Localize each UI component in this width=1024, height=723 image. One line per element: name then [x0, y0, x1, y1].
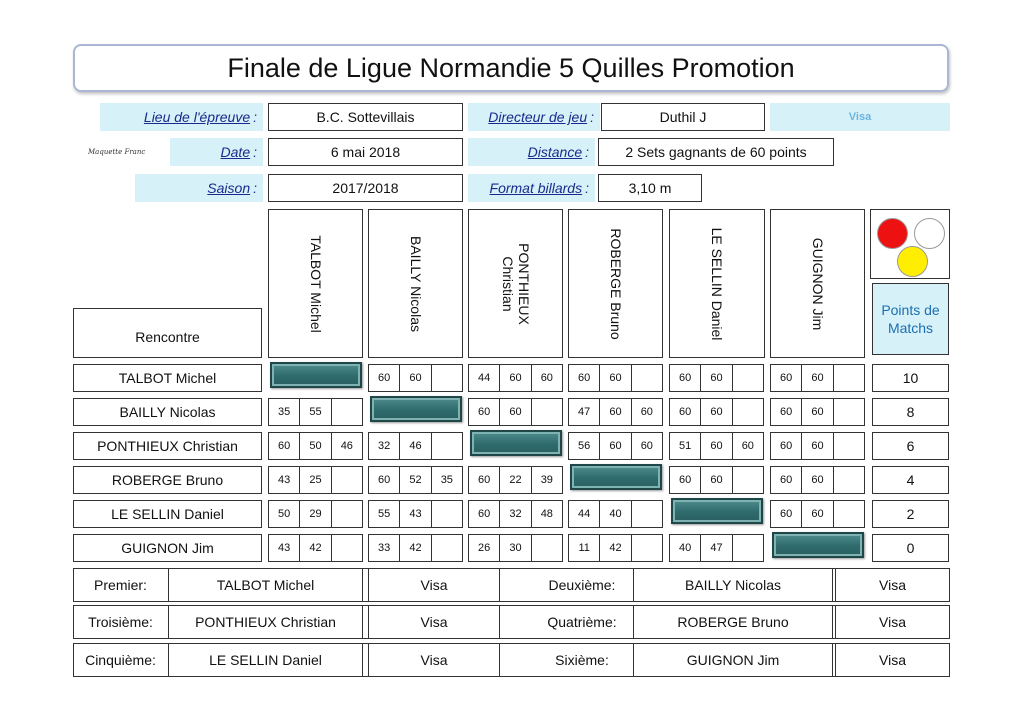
- set-score: [632, 535, 662, 561]
- column-header: TALBOT Michel: [268, 209, 363, 358]
- set-score: [532, 535, 562, 561]
- set-score: 55: [300, 399, 331, 425]
- white-ball-icon: [914, 218, 945, 249]
- score-cell: [468, 534, 563, 562]
- score-cell: [568, 500, 663, 528]
- set-score: 42: [600, 535, 631, 561]
- set-score: 60: [369, 365, 400, 391]
- format-label: Format billards :: [468, 174, 595, 202]
- set-score: 40: [600, 501, 631, 527]
- rank-visa: Visa: [835, 605, 950, 639]
- set-score: 60: [701, 365, 732, 391]
- set-score: 60: [540, 372, 553, 384]
- set-score: 50: [300, 433, 331, 459]
- column-header: ROBERGE Bruno: [568, 209, 663, 358]
- points-header: Points de Matchs: [872, 283, 949, 355]
- set-score: [532, 399, 562, 425]
- set-score: 44: [569, 501, 600, 527]
- set-score: 52: [400, 467, 431, 493]
- set-score: 40: [670, 535, 701, 561]
- score-cell: [468, 500, 563, 528]
- set-score: [332, 535, 362, 561]
- set-score: [834, 433, 864, 459]
- set-score: 60: [600, 365, 631, 391]
- score-cell: [669, 466, 764, 494]
- rank-label: Sixième:: [555, 652, 609, 668]
- score-cell: [770, 398, 865, 426]
- set-score: 25: [300, 467, 331, 493]
- score-cell: [268, 534, 363, 562]
- score-cell: [568, 432, 663, 460]
- set-score: 46: [400, 433, 431, 459]
- set-score: 29: [300, 501, 331, 527]
- set-score: 60: [500, 365, 531, 391]
- set-score: 33: [369, 535, 400, 561]
- diagonal-block: [370, 396, 462, 422]
- score-cell: [268, 466, 363, 494]
- date-value: 6 mai 2018: [268, 138, 463, 166]
- rank-visa: Visa: [368, 568, 500, 602]
- set-score: 60: [269, 433, 300, 459]
- set-score: 60: [802, 433, 833, 459]
- set-score: 60: [600, 433, 631, 459]
- rank-name: LE SELLIN Daniel: [168, 643, 363, 677]
- distance-label: Distance :: [468, 138, 595, 166]
- score-cell: [368, 466, 463, 494]
- score-cell: [669, 432, 764, 460]
- directeur-value: Duthil J: [601, 103, 765, 131]
- set-score: 60: [400, 365, 431, 391]
- score-cell: [568, 534, 663, 562]
- set-score: 51: [670, 433, 701, 459]
- saison-value: 2017/2018: [268, 174, 463, 202]
- set-score: 39: [540, 474, 553, 486]
- rank-name: TALBOT Michel: [168, 568, 363, 602]
- set-score: 60: [701, 433, 732, 459]
- set-score: [733, 467, 763, 493]
- rencontre-header: Rencontre: [73, 308, 262, 358]
- diagonal-block: [270, 362, 362, 388]
- set-score: 60: [469, 501, 500, 527]
- row-player-name: PONTHIEUX Christian: [73, 432, 262, 460]
- set-score: [733, 535, 763, 561]
- set-score: 32: [500, 501, 531, 527]
- set-score: [332, 501, 362, 527]
- diagonal-block: [772, 532, 864, 558]
- set-score: 60: [802, 365, 833, 391]
- diagonal-block: [470, 430, 562, 456]
- set-score: 43: [400, 501, 431, 527]
- rank-name: BAILLY Nicolas: [633, 568, 833, 602]
- score-cell: [770, 432, 865, 460]
- match-points: 4: [872, 466, 949, 494]
- rank-visa: Visa: [368, 643, 500, 677]
- set-score: 11: [569, 535, 600, 561]
- row-player-name: BAILLY Nicolas: [73, 398, 262, 426]
- score-cell: [669, 364, 764, 392]
- score-cell: [268, 432, 363, 460]
- set-score: [432, 535, 462, 561]
- set-score: 60: [369, 467, 400, 493]
- set-score: 60: [771, 433, 802, 459]
- set-score: 60: [701, 467, 732, 493]
- score-cell: [268, 398, 363, 426]
- set-score: 60: [640, 440, 653, 452]
- match-points: 2: [872, 500, 949, 528]
- score-cell: [669, 534, 764, 562]
- row-player-name: TALBOT Michel: [73, 364, 262, 392]
- lieu-value: B.C. Sottevillais: [268, 103, 463, 131]
- set-score: 22: [500, 467, 531, 493]
- set-score: 26: [469, 535, 500, 561]
- set-score: [432, 501, 462, 527]
- saison-label: Saison :: [135, 174, 263, 202]
- directeur-visa: Visa: [770, 103, 950, 131]
- rank-label: Deuxième:: [548, 577, 616, 593]
- rank-name: ROBERGE Bruno: [633, 605, 833, 639]
- score-cell: [568, 398, 663, 426]
- set-score: [733, 399, 763, 425]
- set-score: 32: [369, 433, 400, 459]
- match-points: 10: [872, 364, 949, 392]
- match-points: 8: [872, 398, 949, 426]
- diagonal-block: [671, 498, 763, 524]
- page-title: Finale de Ligue Normandie 5 Quilles Promotion: [73, 44, 949, 92]
- score-cell: [368, 364, 463, 392]
- rank-visa: Visa: [368, 605, 500, 639]
- set-score: [432, 433, 462, 459]
- set-score: 60: [771, 467, 802, 493]
- set-score: 56: [569, 433, 600, 459]
- set-score: 35: [440, 474, 453, 486]
- row-player-name: LE SELLIN Daniel: [73, 500, 262, 528]
- set-score: 43: [269, 535, 300, 561]
- score-cell: [770, 466, 865, 494]
- lieu-label: Lieu de l'épreuve :: [100, 103, 263, 131]
- set-score: 60: [500, 399, 531, 425]
- match-points: 0: [872, 534, 949, 562]
- score-cell: [268, 500, 363, 528]
- rank-name: PONTHIEUX Christian: [168, 605, 363, 639]
- date-label: Date :: [170, 138, 263, 166]
- column-header: LE SELLIN Daniel: [669, 209, 765, 358]
- set-score: 60: [469, 467, 500, 493]
- set-score: 60: [569, 365, 600, 391]
- rank-visa: Visa: [835, 568, 950, 602]
- set-score: 60: [771, 399, 802, 425]
- set-score: 60: [771, 365, 802, 391]
- set-score: [632, 365, 662, 391]
- score-cell: [770, 500, 865, 528]
- set-score: [632, 501, 662, 527]
- column-header: PONTHIEUX Christian: [468, 209, 563, 358]
- set-score: 35: [269, 399, 300, 425]
- score-cell: [568, 364, 663, 392]
- format-value: 3,10 m: [598, 174, 702, 202]
- score-cell: [468, 466, 563, 494]
- set-score: 47: [569, 399, 600, 425]
- set-score: 60: [802, 467, 833, 493]
- set-score: [834, 399, 864, 425]
- rank-name: GUIGNON Jim: [633, 643, 833, 677]
- rank-label: Quatrième:: [547, 614, 617, 630]
- distance-value: 2 Sets gagnants de 60 points: [598, 138, 834, 166]
- set-score: 60: [802, 501, 833, 527]
- score-cell: [669, 398, 764, 426]
- set-score: 60: [670, 365, 701, 391]
- set-score: 42: [400, 535, 431, 561]
- score-cell: [368, 534, 463, 562]
- score-cell: [770, 364, 865, 392]
- rank-visa: Visa: [835, 643, 950, 677]
- set-score: 60: [771, 501, 802, 527]
- yellow-ball-icon: [897, 246, 928, 277]
- set-score: 60: [670, 467, 701, 493]
- set-score: 55: [369, 501, 400, 527]
- directeur-label: Directeur de jeu :: [468, 103, 600, 131]
- set-score: [733, 365, 763, 391]
- match-points: 6: [872, 432, 949, 460]
- set-score: 47: [701, 535, 732, 561]
- set-score: 60: [741, 440, 754, 452]
- set-score: [834, 501, 864, 527]
- red-ball-icon: [877, 218, 908, 249]
- rank-label: Troisième:: [88, 614, 153, 630]
- set-score: 60: [670, 399, 701, 425]
- set-score: 43: [269, 467, 300, 493]
- set-score: [834, 467, 864, 493]
- set-score: 60: [469, 399, 500, 425]
- set-score: 44: [469, 365, 500, 391]
- diagonal-block: [570, 464, 662, 490]
- set-score: 48: [540, 508, 553, 520]
- score-cell: [468, 364, 563, 392]
- balls-legend: [870, 209, 950, 279]
- rank-label: Premier:: [94, 577, 147, 593]
- set-score: 42: [300, 535, 331, 561]
- set-score: 60: [640, 406, 653, 418]
- row-player-name: ROBERGE Bruno: [73, 466, 262, 494]
- score-cell: [368, 500, 463, 528]
- set-score: [834, 365, 864, 391]
- set-score: [432, 365, 462, 391]
- set-score: 60: [701, 399, 732, 425]
- set-score: 60: [802, 399, 833, 425]
- rank-label: Cinquième:: [85, 652, 156, 668]
- set-score: [332, 467, 362, 493]
- set-score: [332, 399, 362, 425]
- score-cell: [368, 432, 463, 460]
- column-header: GUIGNON Jim: [770, 209, 865, 358]
- score-cell: [468, 398, 563, 426]
- set-score: 50: [269, 501, 300, 527]
- row-player-name: GUIGNON Jim: [73, 534, 262, 562]
- set-score: 46: [340, 440, 353, 452]
- set-score: 60: [600, 399, 631, 425]
- set-score: 30: [500, 535, 531, 561]
- column-header: BAILLY Nicolas: [368, 209, 463, 358]
- maquette-signature: Maquette Franc: [88, 148, 146, 156]
